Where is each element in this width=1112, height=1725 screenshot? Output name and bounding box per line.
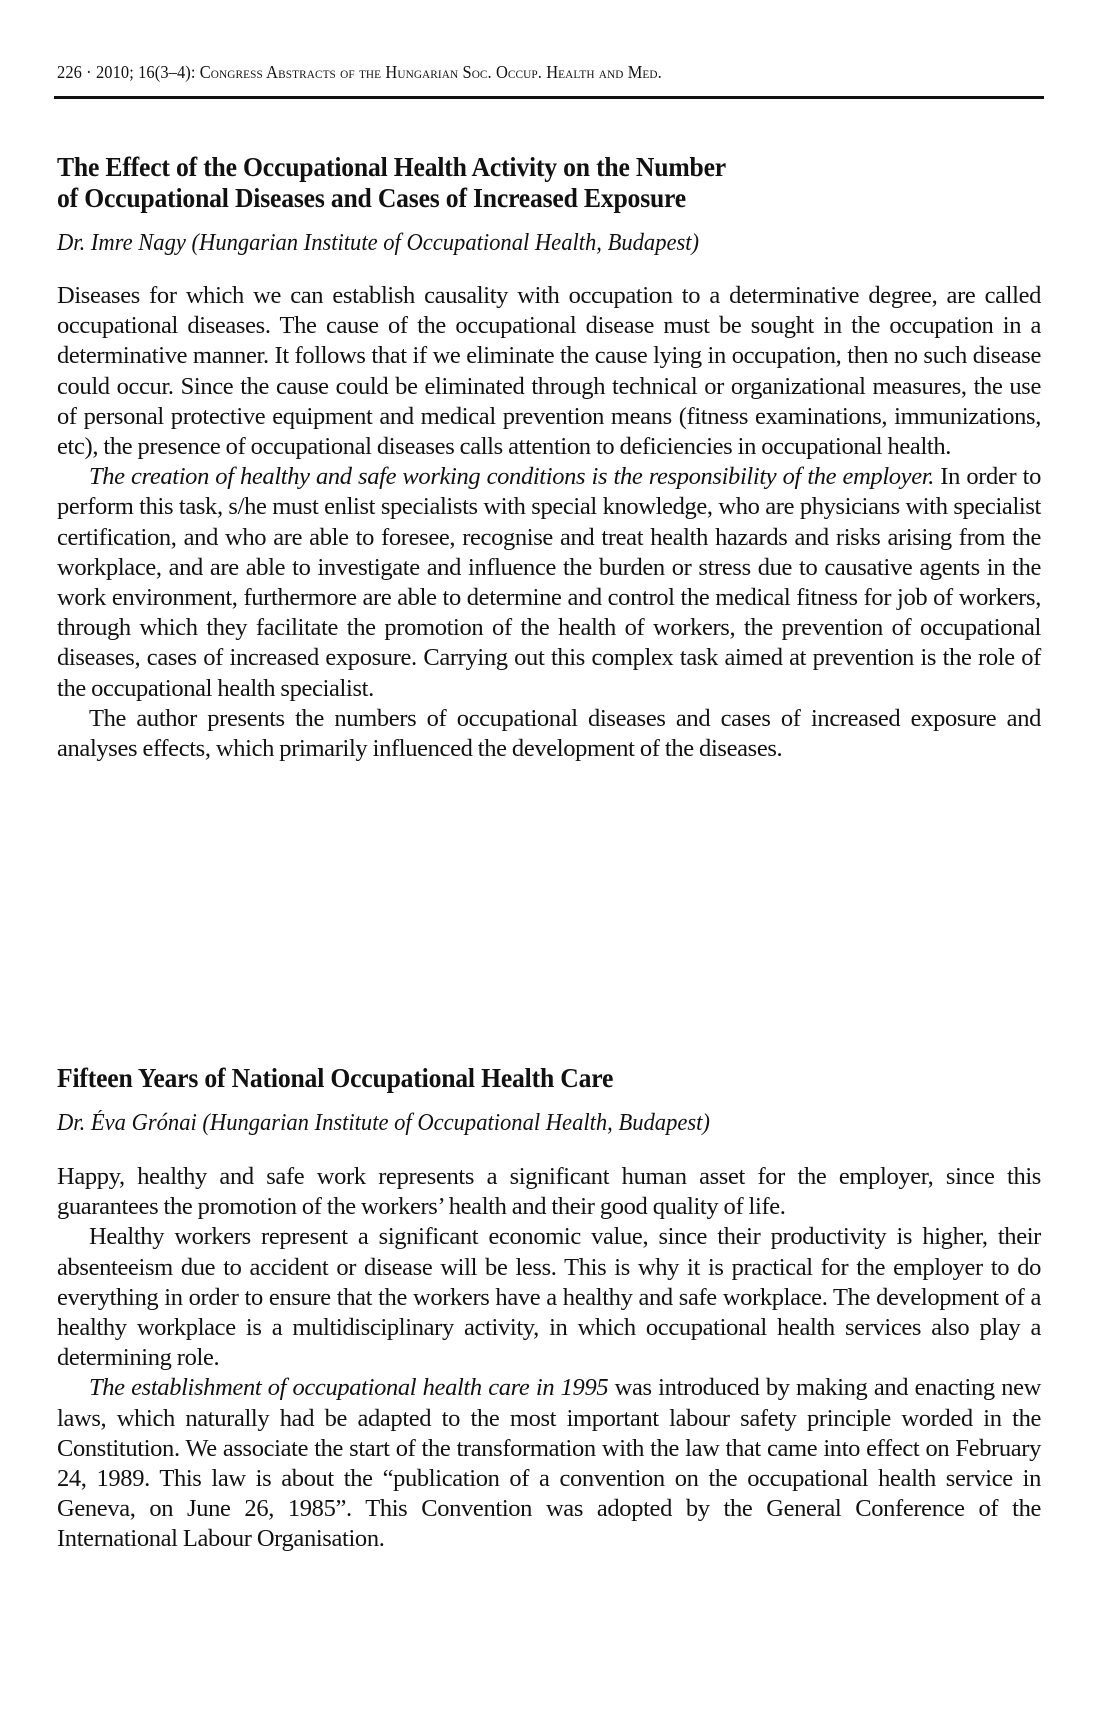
running-head-separator: · — [81, 62, 96, 82]
italic-emphasis: The establishment of occupational health care in 1995 — [89, 1374, 609, 1402]
paragraph: The author presents the numbers of occupational diseases and cases of increased exposure and analyses effects, which primarily influenced the development of the diseases. — [57, 704, 1041, 763]
abstract-fifteen-years — [57, 1063, 1041, 1555]
abstract-occupational-diseases — [57, 152, 1041, 764]
title-line: of Occupational Diseases and Cases of Increased Exposure — [57, 183, 686, 213]
paragraph: The creation of healthy and safe working conditions is the responsibility of the employer. In order to perform this task, s/he must enlist specialists with special knowledge, who are physicians with specialist certification, and who are able to foresee, recognise and treat health hazards and risks arising from the workplace, and are able to investigate and influence the burden or stress due to causative agents in the work environment, furthermore are able to determine and control the medical fitness for job of workers, through which they facilitate the promotion of the health of workers, the prevention of occupational diseases, cases of increased exposure. Carrying out this complex task aimed at prevention is the role of the occupational health specialist. — [57, 463, 1041, 702]
running-head — [57, 62, 982, 83]
paragraph: Healthy workers represent a significant economic value, since their productivity is higher, their absenteeism due to accident or disease will be less. This is why it is practical for the employer to do everything in order to ensure that the workers have a healthy and safe workplace. The development of a healthy workplace is a multidisciplinary activity, in which occupational health services also play a determining role. — [57, 1223, 1041, 1372]
citation: 2010; 16(3–4): — [95, 62, 200, 82]
article-author: Dr. Éva Grónai (Hungarian Institute of Occupational Health, Budapest) — [57, 1110, 710, 1136]
paragraph: Diseases for which we can establish causality with occupation to a determinative degree, are called occupational diseases. The cause of the occupational disease must be sought in the occupation in a determinative manner. It follows that if we eliminate the cause lying in occupation, then no such disease could occur. Since the cause could be eliminated through technical or organizational measures, the use of personal protective equipment and medical prevention means (fitness examinations, immunizations, etc), the presence of occupational diseases calls attention to deficiencies in occupational health. — [57, 282, 1041, 461]
page-number: 226 — [57, 62, 82, 82]
article-title — [57, 152, 1045, 214]
article-author: Dr. Imre Nagy (Hungarian Institute of Occupational Health, Budapest) — [57, 230, 700, 256]
paragraph: Happy, healthy and safe work represents a significant human asset for the employer, since this guarantees the promotion of the workers’ health and their good quality of life. — [57, 1163, 1041, 1221]
title-line: The Effect of the Occupational Health Activity on the Number — [57, 152, 726, 182]
journal-name: Congress Abstracts of the Hungarian Soc. Occup. Health and Med. — [199, 62, 662, 82]
paragraph: The establishment of occupational health care in 1995 was introduced by making and enacting new laws, which naturally had be adapted to the most important labour safety principle worded in the Constitution. We associate the start of the transformation with the law that came into effect on February 24, 1989. This law is about the “publication of a convention on the occupational health service in Geneva, on June 26, 1985”. This Convention was adopted by the General Conference of the International Labour Organisation. — [57, 1374, 1041, 1553]
header-rule — [54, 96, 1044, 99]
italic-emphasis: The creation of healthy and safe working conditions is the responsibility of the employer. — [89, 463, 934, 491]
article-body — [57, 281, 1041, 764]
title-line: Fifteen Years of National Occupational Health Care — [57, 1063, 614, 1093]
article-title — [57, 1063, 1045, 1094]
article-body — [57, 1162, 1041, 1555]
